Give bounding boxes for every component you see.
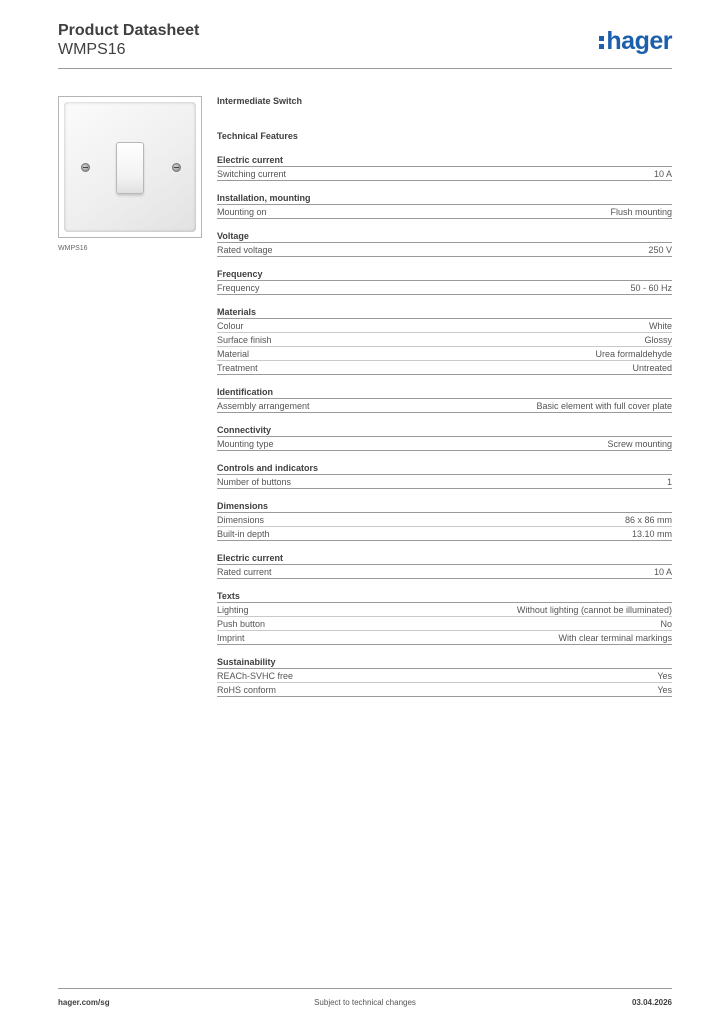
feature-group xyxy=(217,307,672,375)
footer-website: hager.com/sg xyxy=(58,998,110,1007)
feature-group-title: Identification xyxy=(217,387,672,399)
feature-row xyxy=(217,399,672,413)
feature-row xyxy=(217,513,672,527)
feature-value: Screw mounting xyxy=(607,439,672,449)
feature-label: Treatment xyxy=(217,363,258,373)
feature-row xyxy=(217,683,672,697)
logo-dots-icon xyxy=(599,36,604,49)
feature-row xyxy=(217,631,672,645)
product-code: WMPS16 xyxy=(58,41,126,58)
feature-label: Material xyxy=(217,349,250,359)
feature-label: Lighting xyxy=(217,605,249,615)
feature-row xyxy=(217,243,672,257)
feature-label: Mounting type xyxy=(217,439,274,449)
feature-row xyxy=(217,347,672,361)
feature-value: 250 V xyxy=(648,245,672,255)
feature-row xyxy=(217,361,672,375)
feature-value: White xyxy=(648,321,672,331)
feature-group-title: Electric current xyxy=(217,155,672,167)
feature-group xyxy=(217,657,672,697)
feature-value: 50 - 60 Hz xyxy=(630,283,672,293)
feature-group-title: Controls and indicators xyxy=(217,463,672,475)
feature-label: Imprint xyxy=(217,633,245,643)
feature-label: Dimensions xyxy=(217,515,265,525)
feature-value: Without lighting (cannot be illuminated) xyxy=(516,605,672,615)
feature-groups xyxy=(217,155,672,697)
feature-value: 10 A xyxy=(653,567,672,577)
feature-label: Push button xyxy=(217,619,266,629)
feature-value: Glossy xyxy=(644,335,672,345)
footer-divider xyxy=(58,988,672,989)
feature-label: Built-in depth xyxy=(217,529,270,539)
feature-value: Flush mounting xyxy=(610,207,672,217)
page-footer xyxy=(58,998,672,1010)
feature-group xyxy=(217,501,672,541)
header-divider xyxy=(58,68,672,69)
feature-value: 13.10 mm xyxy=(631,529,672,539)
feature-row xyxy=(217,617,672,631)
switch-plate-image xyxy=(64,102,196,232)
feature-group xyxy=(217,231,672,257)
footer-date: 03.04.2026 xyxy=(631,998,672,1007)
feature-group xyxy=(217,155,672,181)
feature-label: Frequency xyxy=(217,283,260,293)
feature-group xyxy=(217,591,672,645)
feature-label: RoHS conform xyxy=(217,685,277,695)
feature-row xyxy=(217,475,672,489)
feature-group xyxy=(217,553,672,579)
feature-value: 10 A xyxy=(653,169,672,179)
feature-group xyxy=(217,193,672,219)
feature-group-title: Electric current xyxy=(217,553,672,565)
image-caption: WMPS16 xyxy=(58,245,88,252)
feature-value: 1 xyxy=(666,477,672,487)
hager-logo xyxy=(599,28,672,54)
screw-icon xyxy=(81,163,90,172)
page-header xyxy=(58,22,672,68)
feature-value: No xyxy=(660,619,672,629)
page-title: Product Datasheet xyxy=(58,22,200,39)
feature-group xyxy=(217,463,672,489)
technical-features-title: Technical Features xyxy=(217,131,298,141)
feature-value: 86 x 86 mm xyxy=(624,515,672,525)
feature-value: Basic element with full cover plate xyxy=(536,401,672,411)
feature-row xyxy=(217,167,672,181)
feature-label: REACh-SVHC free xyxy=(217,671,294,681)
feature-row xyxy=(217,565,672,579)
feature-row xyxy=(217,281,672,295)
feature-row xyxy=(217,437,672,451)
footer-note: Subject to technical changes xyxy=(314,998,416,1007)
feature-label: Surface finish xyxy=(217,335,272,345)
feature-row xyxy=(217,205,672,219)
feature-value: With clear terminal markings xyxy=(558,633,672,643)
technical-features xyxy=(217,96,672,697)
feature-label: Rated voltage xyxy=(217,245,273,255)
feature-label: Assembly arrangement xyxy=(217,401,310,411)
product-image xyxy=(58,96,202,238)
feature-label: Colour xyxy=(217,321,244,331)
feature-group-title: Materials xyxy=(217,307,672,319)
feature-value: Untreated xyxy=(632,363,672,373)
feature-group xyxy=(217,425,672,451)
feature-value: Urea formaldehyde xyxy=(595,349,672,359)
feature-group-title: Texts xyxy=(217,591,672,603)
feature-label: Mounting on xyxy=(217,207,267,217)
feature-value: Yes xyxy=(657,671,672,681)
feature-row xyxy=(217,603,672,617)
rocker-switch-image xyxy=(116,142,144,194)
feature-group-title: Sustainability xyxy=(217,657,672,669)
feature-label: Rated current xyxy=(217,567,272,577)
feature-group xyxy=(217,269,672,295)
feature-group-title: Voltage xyxy=(217,231,672,243)
feature-value: Yes xyxy=(657,685,672,695)
feature-group-title: Dimensions xyxy=(217,501,672,513)
feature-row xyxy=(217,527,672,541)
feature-group-title: Frequency xyxy=(217,269,672,281)
feature-group-title: Installation, mounting xyxy=(217,193,672,205)
screw-icon xyxy=(172,163,181,172)
feature-label: Number of buttons xyxy=(217,477,292,487)
feature-row xyxy=(217,669,672,683)
feature-group xyxy=(217,387,672,413)
product-name: Intermediate Switch xyxy=(217,96,303,106)
feature-group-title: Connectivity xyxy=(217,425,672,437)
feature-row xyxy=(217,333,672,347)
logo-text: hager xyxy=(606,27,672,55)
feature-row xyxy=(217,319,672,333)
feature-label: Switching current xyxy=(217,169,287,179)
